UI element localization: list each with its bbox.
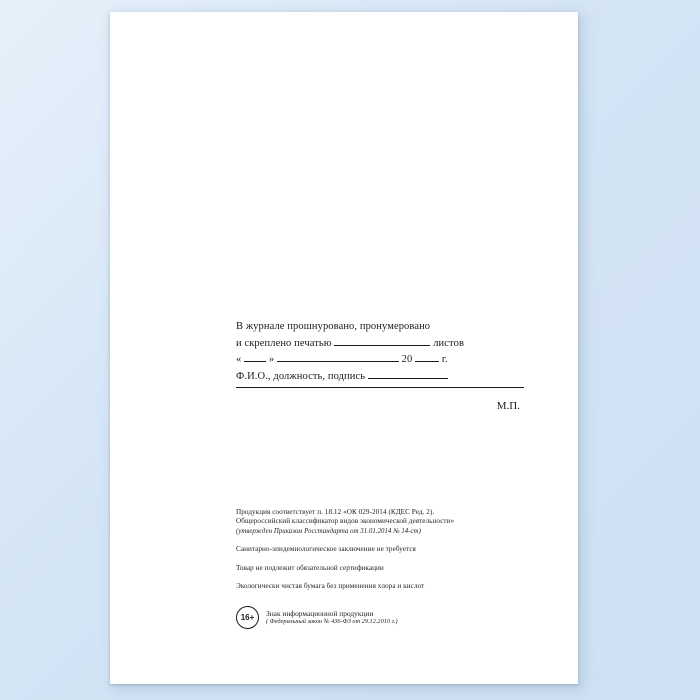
signature-rule	[236, 386, 524, 388]
signatory-label: Ф.И.О., должность, подпись	[236, 370, 366, 382]
legal-okved-line-3: (утвержден Приказом Росстандарта от 31.01.2014 № 14-ст)	[236, 527, 421, 535]
legal-okved-line-2: Общероссийский классификатор видов экономической деятельности»	[236, 517, 455, 526]
certification-line-2-prefix: и скреплено печатью	[236, 337, 332, 349]
certification-block	[236, 320, 536, 412]
date-close-quote: »	[268, 354, 275, 365]
legal-block	[236, 508, 556, 591]
certification-line-2-suffix: листов	[433, 337, 464, 349]
sheet-count-blank	[334, 334, 430, 346]
legal-statement-2: Товар не подлежит обязательной сертификации	[236, 563, 384, 572]
certification-line-2	[236, 334, 536, 351]
age-rating-sign	[236, 606, 398, 629]
document-page	[110, 12, 578, 684]
legal-okved-line-1: Продукция соответствует п. 18.12 «ОК 029-2014 (КДЕС Ред. 2).	[236, 508, 435, 516]
age-sign-title: Знак информационной продукции	[266, 608, 374, 618]
date-open-quote: «	[236, 354, 242, 365]
legal-statement-1: Санитарно-эпидемиологическое заключение не требуется	[236, 545, 416, 554]
seal-label: М.П.	[496, 400, 520, 412]
age-sign-subtitle: ( Федеральный закон № 436-ФЗ от 29.12.2010 г.)	[266, 618, 398, 625]
certification-line-4	[236, 367, 536, 384]
age-sign-text	[266, 609, 398, 627]
age-badge-16plus: 16+	[236, 606, 259, 629]
signature-blank	[368, 367, 448, 379]
legal-statement-3: Экологически чистая бумага без применения хлора и кислот	[236, 582, 425, 591]
year-blank	[415, 350, 439, 362]
month-blank	[277, 350, 399, 362]
certification-line-1-text: В журнале прошнуровано, пронумеровано	[236, 321, 431, 332]
certification-line-1	[236, 320, 536, 334]
year-suffix: г.	[441, 354, 448, 365]
certification-line-3	[236, 350, 536, 367]
year-prefix: 20	[401, 354, 413, 365]
day-blank	[244, 350, 266, 362]
